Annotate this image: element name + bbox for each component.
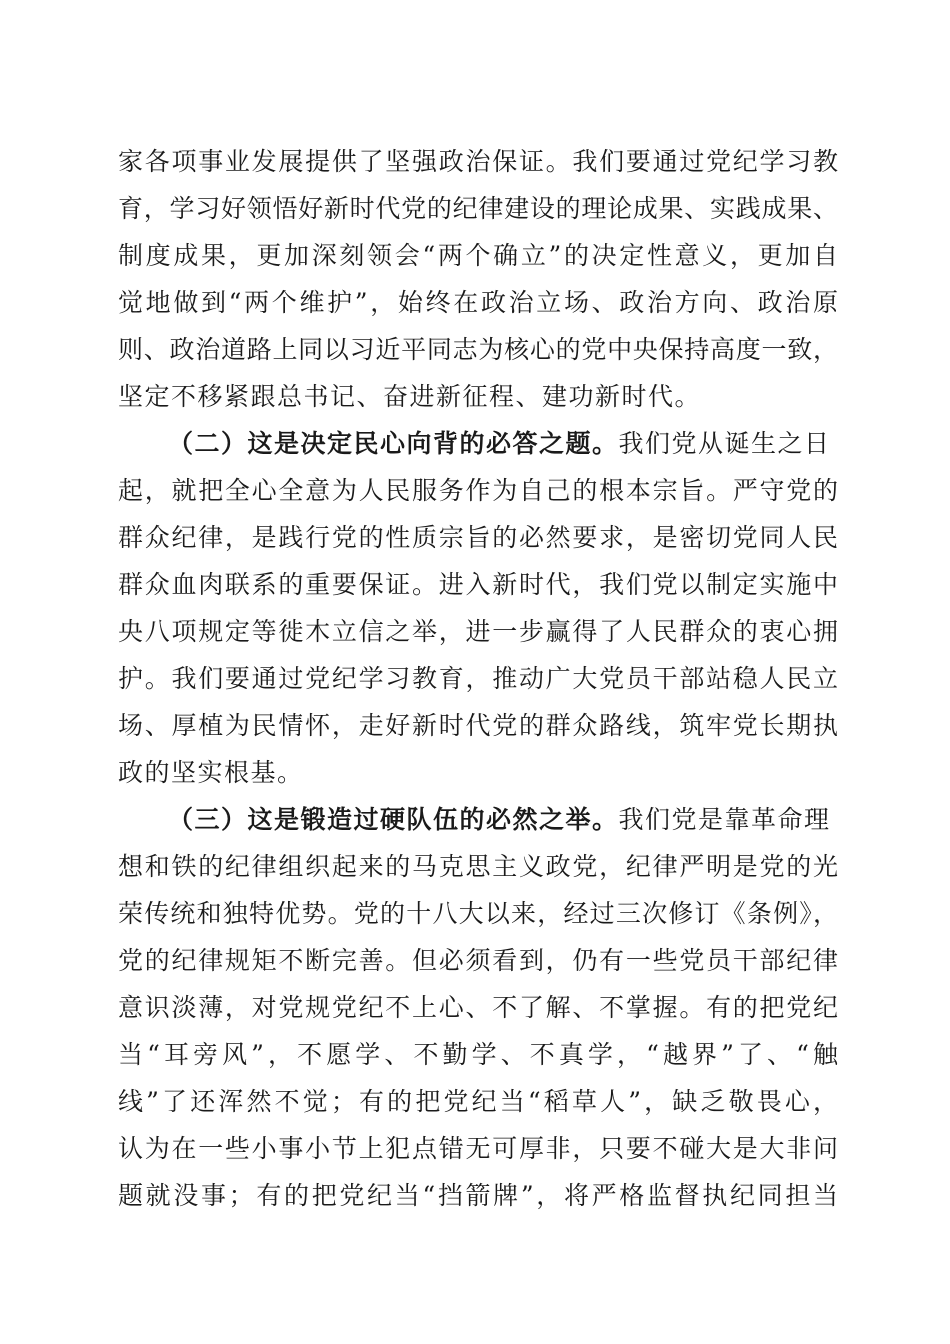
paragraph-2-line: 场、厚植为民情怀，走好新时代党的群众路线，筑牢党长期执 xyxy=(118,711,838,740)
paragraph-2-line: 央八项规定等徙木立信之举，进一步赢得了人民群众的衷心拥 xyxy=(118,617,838,646)
paragraph-3-first-text: 我们党是靠革命理 xyxy=(618,805,831,834)
paragraph-2-first-line xyxy=(168,424,838,464)
paragraph-2-line: 护。我们要通过党纪学习教育，推动广大党员干部站稳人民立 xyxy=(118,664,838,693)
paragraph-3-first-line xyxy=(168,800,838,840)
paragraph-3-line: 当“耳旁风”，不愿学、不勤学、不真学，“越界”了、“触 xyxy=(118,1040,838,1069)
paragraph-2-first-text: 我们党从诞生之日 xyxy=(618,429,831,458)
paragraph-1-line: 坚定不移紧跟总书记、奋进新征程、建功新时代。 xyxy=(118,382,702,411)
section-heading-3: （三）这是锻造过硬队伍的必然之举。 xyxy=(168,805,619,834)
paragraph-3-line: 题就没事；有的把党纪当“挡箭牌”，将严格监督执纪同担当 xyxy=(118,1181,838,1210)
paragraph-2-line: 群众血肉联系的重要保证。进入新时代，我们党以制定实施中 xyxy=(118,570,838,599)
paragraph-3-line: 线”了还浑然不觉；有的把党纪当“稻草人”，缺乏敬畏心， xyxy=(118,1087,838,1116)
paragraph-3-line: 荣传统和独特优势。党的十八大以来，经过三次修订《条例》， xyxy=(118,899,838,928)
paragraph-3-line: 认为在一些小事小节上犯点错无可厚非，只要不碰大是大非问 xyxy=(118,1134,838,1163)
paragraph-2-line: 起，就把全心全意为人民服务作为自己的根本宗旨。严守党的 xyxy=(118,476,838,505)
paragraph-2-line: 政的坚实根基。 xyxy=(118,758,304,787)
paragraph-3-line: 想和铁的纪律组织起来的马克思主义政党，纪律严明是党的光 xyxy=(118,852,838,881)
paragraph-1-line: 家各项事业发展提供了坚强政治保证。我们要通过党纪学习教 xyxy=(118,147,838,176)
paragraph-1-line: 觉地做到“两个维护”，始终在政治立场、政治方向、政治原 xyxy=(118,288,838,317)
paragraph-1-line: 则、政治道路上同以习近平同志为核心的党中央保持高度一致， xyxy=(118,335,838,364)
paragraph-1-line: 制度成果，更加深刻领会“两个确立”的决定性意义，更加自 xyxy=(118,241,838,270)
paragraph-2-line: 群众纪律，是践行党的性质宗旨的必然要求，是密切党同人民 xyxy=(118,523,838,552)
paragraph-3-line: 党的纪律规矩不断完善。但必须看到，仍有一些党员干部纪律 xyxy=(118,946,838,975)
paragraph-1-line: 育，学习好领悟好新时代党的纪律建设的理论成果、实践成果、 xyxy=(118,194,838,223)
paragraph-3-line: 意识淡薄，对党规党纪不上心、不了解、不掌握。有的把党纪 xyxy=(118,993,838,1022)
section-heading-2: （二）这是决定民心向背的必答之题。 xyxy=(168,429,619,458)
